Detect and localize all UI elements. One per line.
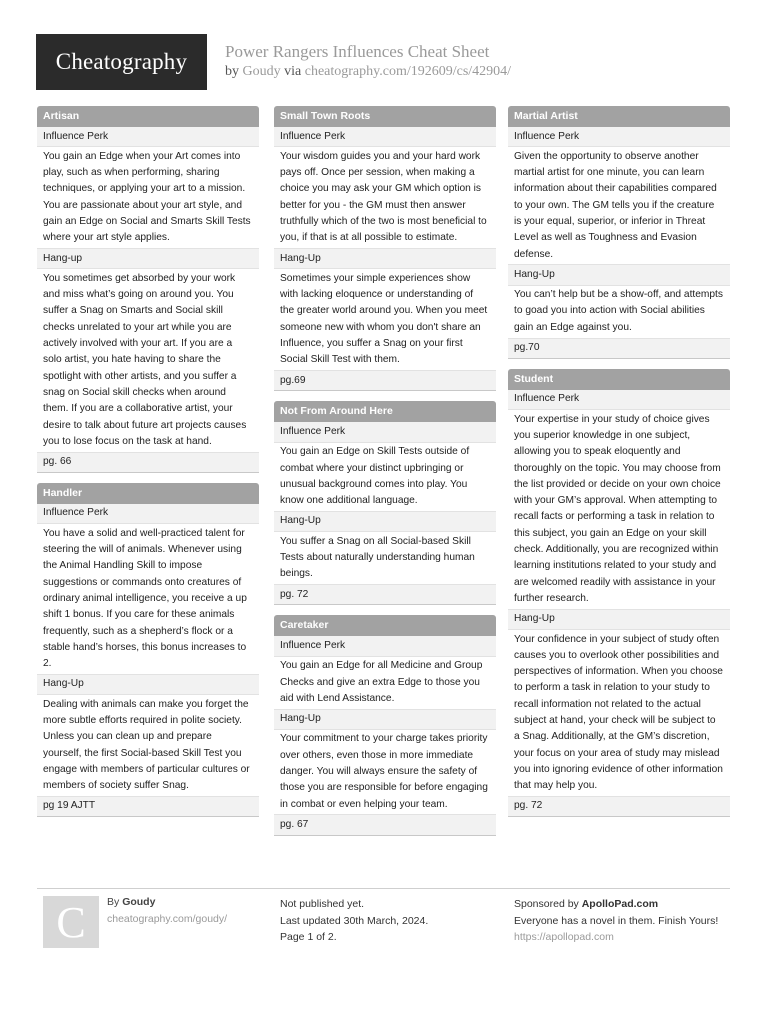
row-text: Your expertise in your study of choice gives you superior knowledge in one subject, allowing you to speak eloquently and thoroughly on the topic. You may choose from the list provided or decide on your own choice with your GM’s approval. When attempting to recall facts or performing a task in relation to this subject, you gain an Edge on your skill check. Additionally, you are recognized within learning institutions related to your study and are welcomed readily with assistance in your further research. <box>508 410 730 610</box>
row-page-ref: pg.70 <box>508 339 730 359</box>
footer-divider <box>37 888 730 889</box>
byline-by: by <box>225 64 239 79</box>
footer-author-url[interactable]: cheatography.com/goudy/ <box>107 913 228 925</box>
sponsor-tagline: Everyone has a novel in them. Finish Yours! <box>514 914 719 927</box>
row-label: Hang-Up <box>37 675 259 695</box>
author-avatar[interactable]: C <box>43 896 99 948</box>
byline <box>225 64 511 80</box>
section-student <box>508 369 730 817</box>
page-header <box>36 34 736 90</box>
row-text: Your wisdom guides you and your hard work pays off. Once per session, when making a choice you may ask your GM which option is better for you - the GM must then answer truthfully which of the two is most beneficial to you, if that is at all possible to estimate. <box>274 147 496 249</box>
section-title: Handler <box>37 483 259 504</box>
row-label: Hang-Up <box>508 265 730 285</box>
section-small-town-roots <box>274 106 496 391</box>
row-label: Influence Perk <box>508 127 730 147</box>
column-3 <box>508 106 730 827</box>
author-link[interactable]: Goudy <box>242 64 281 79</box>
row-label: Hang-up <box>37 249 259 269</box>
sponsor-url[interactable]: https://apollopad.com <box>514 931 614 943</box>
footer-status <box>280 896 428 946</box>
section-title: Small Town Roots <box>274 106 496 127</box>
cheatography-logo[interactable]: Cheatography <box>36 34 207 90</box>
last-updated: Last updated 30th March, 2024. <box>280 914 429 927</box>
row-page-ref: pg 19 AJTT <box>37 797 259 817</box>
sponsor-link[interactable]: ApolloPad.com <box>581 898 659 910</box>
row-label: Influence Perk <box>274 422 496 442</box>
row-page-ref: pg. 72 <box>274 585 496 605</box>
row-text: You gain an Edge for all Medicine and Group Checks and give an extra Edge to those you aid with Lend Assistance. <box>274 657 496 710</box>
row-text: You suffer a Snag on all Social-based Skill Tests about naturally understanding human beings. <box>274 532 496 585</box>
row-page-ref: pg.69 <box>274 371 496 391</box>
row-label: Hang-Up <box>274 512 496 532</box>
footer-sponsor <box>514 896 724 946</box>
sponsor-label: Sponsored by <box>514 898 579 910</box>
row-text: You can’t help but be a show-off, and attempts to goad you into action with Social abilities gain an Edge against you. <box>508 286 730 339</box>
footer-author-link[interactable]: Goudy <box>122 896 156 908</box>
row-page-ref: pg. 72 <box>508 797 730 817</box>
row-text: Your commitment to your charge takes priority over others, even those in more immediate danger. You will always ensure the safety of those you are responsible for before engaging in combat or even helping your team. <box>274 730 496 815</box>
row-text: Sometimes your simple experiences show with lacking eloquence or understanding of the greater world around you. When you meet someone new with whom you don't share an Influence, you suffer a Snag on your first Social Skill Test with them. <box>274 269 496 371</box>
row-text: You gain an Edge when your Art comes into play, such as when performing, sharing techniques, or applying your art to a mission. You are passionate about your art style, and gain an Edge on Social and Smarts Skill Tests where your art style applies. <box>37 147 259 249</box>
row-page-ref: pg. 67 <box>274 815 496 835</box>
row-label: Hang-Up <box>508 610 730 630</box>
section-title: Artisan <box>37 106 259 127</box>
section-martial-artist <box>508 106 730 359</box>
row-label: Influence Perk <box>508 390 730 410</box>
byline-via: via <box>284 64 302 79</box>
section-handler <box>37 483 259 817</box>
section-title: Caretaker <box>274 615 496 636</box>
sponsor-line <box>514 896 724 913</box>
section-title: Martial Artist <box>508 106 730 127</box>
row-page-ref: pg. 66 <box>37 453 259 473</box>
section-title: Not From Around Here <box>274 401 496 422</box>
sheet-title: Power Rangers Influences Cheat Sheet <box>225 42 490 61</box>
sheet-url-link[interactable]: cheatography.com/192609/cs/42904/ <box>304 64 512 79</box>
section-not-from-around-here <box>274 401 496 605</box>
publish-status: Not published yet. <box>280 898 365 910</box>
section-title: Student <box>508 369 730 390</box>
column-1 <box>37 106 259 827</box>
row-text: Your confidence in your subject of study often causes you to overlook other possibilities and perspectives of information. When you choose to perform a task in relation to your study to recall information not related to the actual subject at hand, your check will be subject to a Snag. Additionally, at the GM’s discretion, your focus on your area of study may mislead you into ignoring evidence of other information that may help you. <box>508 630 730 797</box>
row-text: You sometimes get absorbed by your work and miss what’s going on around you. You suffer a Snag on Smarts and Social skill checks unrelated to your art while you are actively involved with your art. If you are a solo artist, you hate having to share the spotlight with other artists, and you suffer a snag on Social skill checks when around them. If you are a collaborative artist, your desire to talk about future art projects causes you to lose focus on the task at hand. <box>37 269 259 452</box>
row-label: Influence Perk <box>37 504 259 524</box>
footer-by-label: By <box>107 896 120 908</box>
row-text: You have a solid and well-practiced talent for steering the will of animals. Whenever using the Animal Handling Skill to impose suggestions or commands onto creatures of ordinary animal intelligence, you receive a up shift 1 bonus. If you care for these animals frequently, such as a shepherd’s flock or a stable hand’s horses, this bonus increases to 2. <box>37 524 259 675</box>
row-text: Dealing with animals can make you forget the more subtle efforts required in polite society. Unless you can clean up and prepare yourself, the first Social-based Skill Test you engage with members of particular cultures or members of society suffer Snag. <box>37 695 259 797</box>
row-text: You gain an Edge on Skill Tests outside of combat where your distinct upbringing or unusual background comes into play. You know one additional language. <box>274 443 496 512</box>
row-label: Influence Perk <box>274 127 496 147</box>
row-label: Hang-Up <box>274 710 496 730</box>
section-artisan <box>37 106 259 473</box>
page-number: Page 1 of 2. <box>280 931 337 943</box>
row-label: Influence Perk <box>37 127 259 147</box>
section-caretaker <box>274 615 496 835</box>
row-text: Given the opportunity to observe another martial artist for one minute, you can learn information about their capabilities compared to your own. The GM tells you if the creature is your equal, superior, or inferior in Threat Level as well as Toughness and Evasion defense. <box>508 147 730 265</box>
row-label: Hang-Up <box>274 249 496 269</box>
row-label: Influence Perk <box>274 636 496 656</box>
footer-by <box>107 896 155 908</box>
column-2 <box>274 106 496 846</box>
